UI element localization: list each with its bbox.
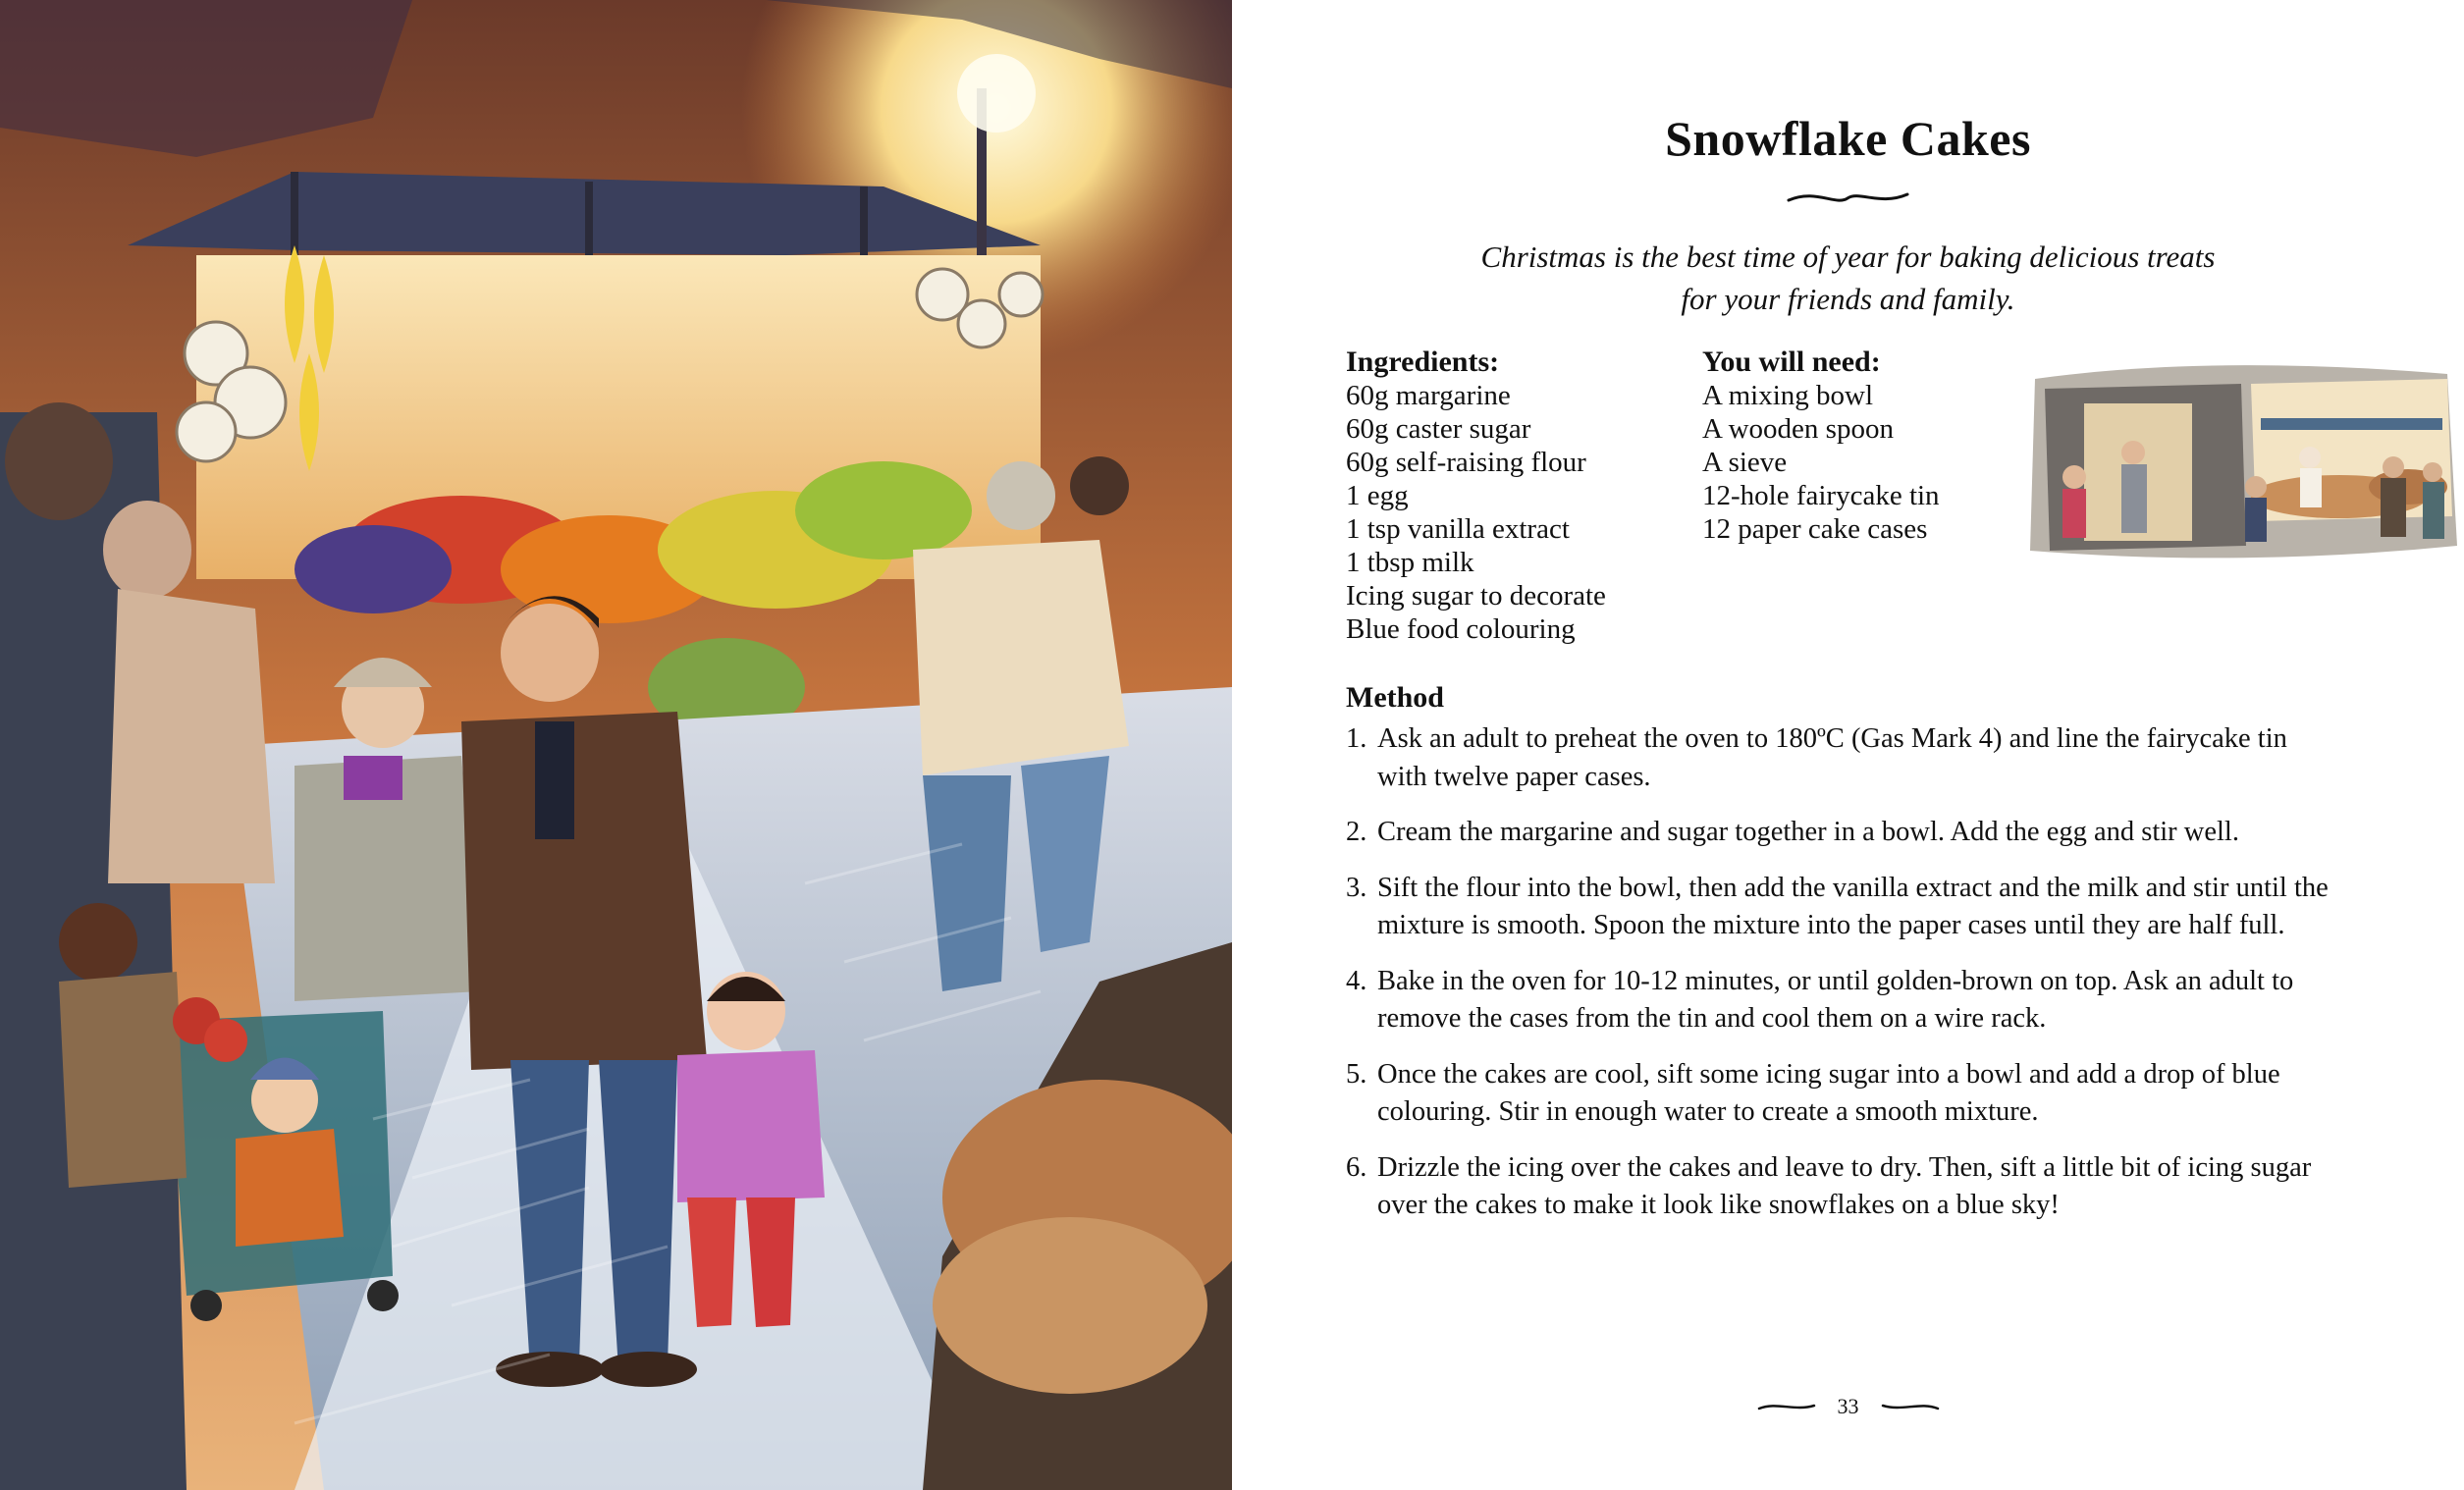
equipment-heading: You will need: — [1702, 346, 1881, 378]
shopfront-vignette — [2015, 349, 2464, 567]
step-number: 2. — [1346, 817, 1367, 847]
equipment-section — [1702, 346, 1997, 546]
step-number: 4. — [1346, 965, 1367, 996]
list-item: 12 paper cake cases — [1702, 513, 1928, 545]
step-number: 1. — [1346, 723, 1367, 754]
list-item: A wooden spoon — [1702, 413, 1894, 445]
list-item — [1346, 814, 2337, 852]
list-item — [1346, 720, 2337, 796]
step-text: Sift the flour into the bowl, then add the vanilla extract and the milk and stir until the mixture is smooth. Spoon the mixture into the paper cases until they are half full. — [1377, 872, 2329, 940]
list-item: Icing sugar to decorate — [1346, 580, 1606, 612]
ingredients-list — [1346, 379, 1699, 646]
method-steps — [1346, 720, 2337, 1225]
list-item: 12-hole fairycake tin — [1702, 480, 1940, 511]
list-item: 60g caster sugar — [1346, 413, 1531, 445]
recipe-intro — [1350, 236, 2346, 320]
step-text: Drizzle the icing over the cakes and leave to dry. Then, sift a little bit of icing sugar over the cakes to make it look like snowflakes on a blue sky! — [1377, 1151, 2312, 1220]
list-item — [1346, 870, 2337, 945]
intro-line-2: for your friends and family. — [1681, 282, 2015, 316]
list-item — [1346, 1056, 2337, 1132]
ingredients-heading: Ingredients: — [1346, 346, 1500, 378]
list-item: 1 egg — [1346, 480, 1409, 511]
page-footer — [1232, 1394, 2464, 1419]
intro-line-1: Christmas is the best time of year for baking delicious treats — [1480, 239, 2216, 274]
step-number: 3. — [1346, 872, 1367, 903]
list-item: 60g self-raising flour — [1346, 447, 1586, 478]
list-item: 60g margarine — [1346, 380, 1511, 411]
equipment-list — [1702, 379, 1997, 546]
title-flourish-icon — [1787, 186, 1909, 208]
recipe-page — [1232, 0, 2464, 1490]
left-flourish-icon — [1757, 1400, 1816, 1413]
step-number: 6. — [1346, 1151, 1367, 1183]
list-item: 1 tbsp milk — [1346, 547, 1474, 578]
list-item: 1 tsp vanilla extract — [1346, 513, 1570, 545]
recipe-title: Snowflake Cakes — [1665, 111, 2031, 166]
list-item: A mixing bowl — [1702, 380, 1874, 411]
page-number: 33 — [1837, 1394, 1859, 1418]
step-text: Ask an adult to preheat the oven to 180ºC (Gas Mark 4) and line the fairycake tin with twelve paper cases. — [1377, 723, 2287, 792]
right-flourish-icon — [1881, 1400, 1940, 1413]
step-number: 5. — [1346, 1058, 1367, 1090]
ingredients-section — [1346, 346, 1699, 646]
list-item — [1346, 1149, 2337, 1225]
list-item: A sieve — [1702, 447, 1788, 478]
list-item: Blue food colouring — [1346, 613, 1576, 645]
step-text: Bake in the oven for 10-12 minutes, or until golden-brown on top. Ask an adult to remove the cases from the tin and cool them on a wire rack. — [1377, 965, 2294, 1034]
method-section — [1346, 681, 2337, 1243]
step-text: Once the cakes are cool, sift some icing sugar into a bowl and add a drop of blue colouring. Stir in enough water to create a smooth mixture. — [1377, 1058, 2280, 1127]
step-text: Cream the margarine and sugar together in a bowl. Add the egg and stir well. — [1377, 817, 2239, 847]
list-item — [1346, 963, 2337, 1038]
method-heading: Method — [1346, 681, 1444, 714]
